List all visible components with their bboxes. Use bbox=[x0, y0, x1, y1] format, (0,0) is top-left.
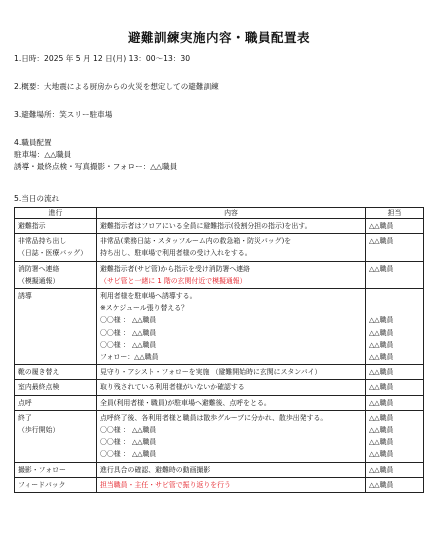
step-cell bbox=[15, 395, 97, 410]
step-label: （歩行開始） bbox=[18, 426, 60, 435]
content-line: 全員(利用者様・職員)が駐車場へ避難後、点呼をとる。 bbox=[100, 398, 271, 407]
header-staff: 担当 bbox=[366, 208, 424, 219]
content-line: 〇〇様 ： △△職員 bbox=[100, 438, 157, 447]
table-row bbox=[15, 410, 424, 462]
step-cell bbox=[15, 234, 97, 261]
content-line: 避難指示者(サビ管)から指示を受け消防署へ連絡 bbox=[100, 264, 251, 273]
step-cell bbox=[15, 462, 97, 477]
content-line: 点呼終了後、各利用者様と職員は散歩グループに分かれ、散歩出発する。 bbox=[100, 413, 328, 422]
table-row bbox=[15, 289, 424, 365]
staff-name: △△職員 bbox=[369, 413, 394, 422]
content-line: 〇〇様 ： △△職員 bbox=[100, 316, 157, 325]
staff-name: △△職員 bbox=[369, 328, 394, 337]
content-line: 持ち出し、駐車場で利用者様の受け入れをする。 bbox=[100, 249, 252, 258]
content-line: ※スケジュール張り替える？ bbox=[100, 304, 189, 313]
section-datetime: 1.日時：2025 年 5 月 12 日(月) 13：00～13：30 bbox=[14, 54, 191, 63]
table-row bbox=[15, 219, 424, 234]
staff-cell bbox=[366, 462, 424, 477]
staff-name bbox=[369, 290, 420, 302]
staff-name: △△職員 bbox=[369, 438, 394, 447]
table-row bbox=[15, 365, 424, 380]
staff-name: △△職員 bbox=[369, 426, 394, 435]
staff-cell bbox=[366, 365, 424, 380]
staff-name: △△職員 bbox=[369, 368, 394, 377]
table-row bbox=[15, 477, 424, 492]
section-staff-assignment bbox=[14, 137, 177, 173]
content-cell bbox=[97, 410, 366, 462]
staff-assignment-line: 駐車場：△△職員 bbox=[14, 150, 72, 159]
step-label: 非常品持ち出し bbox=[18, 237, 67, 246]
step-label: （模擬通報） bbox=[18, 276, 60, 285]
staff-cell bbox=[366, 380, 424, 395]
content-cell bbox=[97, 395, 366, 410]
content-line: 取り残されている利用者様がいないか確認する bbox=[100, 383, 245, 392]
step-cell bbox=[15, 219, 97, 234]
header-step: 進行 bbox=[15, 208, 97, 219]
step-cell bbox=[15, 365, 97, 380]
staff-name: △△職員 bbox=[369, 383, 394, 392]
staff-cell bbox=[366, 289, 424, 365]
content-cell bbox=[97, 380, 366, 395]
step-cell bbox=[15, 261, 97, 288]
content-line: 〇〇様 ： △△職員 bbox=[100, 450, 157, 459]
staff-name: △△職員 bbox=[369, 264, 394, 273]
table-row bbox=[15, 462, 424, 477]
step-label: 消防署へ連絡 bbox=[18, 264, 60, 273]
content-line: フォロー：△△職員 bbox=[100, 353, 159, 362]
table-row bbox=[15, 234, 424, 261]
staff-cell bbox=[366, 395, 424, 410]
step-label: 点呼 bbox=[18, 398, 32, 407]
content-cell bbox=[97, 289, 366, 365]
staff-cell bbox=[366, 261, 424, 288]
table-header-row bbox=[15, 208, 424, 219]
staff-name bbox=[369, 302, 420, 314]
content-cell bbox=[97, 234, 366, 261]
staff-cell bbox=[366, 234, 424, 261]
staff-cell bbox=[366, 219, 424, 234]
section-overview: 2.概要：大地震による厨房からの火災を想定しての避難訓練 bbox=[14, 82, 219, 91]
step-label: 撮影・フォロー bbox=[18, 465, 66, 474]
step-label: 靴の履き替え bbox=[18, 368, 60, 377]
staff-name: △△職員 bbox=[369, 316, 394, 325]
step-cell bbox=[15, 380, 97, 395]
content-line: 避難指示者はフロアにいる全員に避難指示(役割分担の指示)を出す。 bbox=[100, 222, 312, 230]
step-cell bbox=[15, 410, 97, 462]
content-cell bbox=[97, 365, 366, 380]
table-row bbox=[15, 380, 424, 395]
staff-name: △△職員 bbox=[369, 340, 394, 349]
content-line: 進行具合の確認、避難時の動画撮影 bbox=[100, 465, 211, 474]
staff-cell bbox=[366, 477, 424, 492]
content-cell bbox=[97, 477, 366, 492]
step-label: 終了 bbox=[18, 413, 32, 422]
content-cell bbox=[97, 462, 366, 477]
section-flow-heading: 5.当日の流れ bbox=[14, 194, 60, 203]
staff-name: △△職員 bbox=[369, 237, 394, 246]
flow-table bbox=[14, 207, 424, 493]
header-content: 内容 bbox=[97, 208, 366, 219]
content-line: 見守り・アシスト・フォローを実施 （避難開始時に玄関にスタンバイ） bbox=[100, 368, 322, 377]
staff-assignment-line: 誘導・最終点検・写真撮影・フォロー：△△職員 bbox=[14, 162, 178, 171]
content-line-highlight: 担当職員・主任・サビ管で振り返りを行う bbox=[100, 480, 231, 489]
content-cell bbox=[97, 261, 366, 288]
step-cell bbox=[15, 289, 97, 365]
step-label: 室内最終点検 bbox=[18, 383, 60, 392]
staff-cell bbox=[366, 410, 424, 462]
content-line: 〇〇様 ： △△職員 bbox=[100, 328, 157, 337]
step-label: 誘導 bbox=[18, 292, 32, 301]
step-label: （日誌・医療バッグ） bbox=[18, 249, 88, 258]
page-title: 避難訓練実施内容・職員配置表 bbox=[127, 30, 310, 45]
staff-name: △△職員 bbox=[369, 353, 394, 361]
content-line: 利用者様を駐車場へ誘導する。 bbox=[100, 292, 197, 301]
content-line: 〇〇様 ： △△職員 bbox=[100, 340, 157, 349]
table-row bbox=[15, 395, 424, 410]
step-cell bbox=[15, 477, 97, 492]
staff-name: △△職員 bbox=[369, 222, 394, 230]
staff-name: △△職員 bbox=[369, 465, 394, 474]
staff-name: △△職員 bbox=[369, 398, 394, 407]
step-label: 避難指示 bbox=[18, 222, 46, 230]
content-line: 〇〇様 ： △△職員 bbox=[100, 426, 157, 435]
staff-assignment-heading: 4.職員配置 bbox=[14, 138, 52, 147]
content-cell bbox=[97, 219, 366, 234]
section-evacuation-site: 3.避難場所：笑スリー駐車場 bbox=[14, 110, 113, 119]
staff-name: △△職員 bbox=[369, 450, 394, 459]
content-line-highlight: （サビ管と一緒に 1 階の玄関付近で模擬通報） bbox=[100, 276, 247, 285]
table-row bbox=[15, 261, 424, 288]
content-line: 非常品(業務日誌・スタッフルーム内の救急箱・防災バッグ)を bbox=[100, 237, 292, 246]
step-label: フィードバック bbox=[18, 480, 66, 489]
staff-name: △△職員 bbox=[369, 480, 394, 489]
